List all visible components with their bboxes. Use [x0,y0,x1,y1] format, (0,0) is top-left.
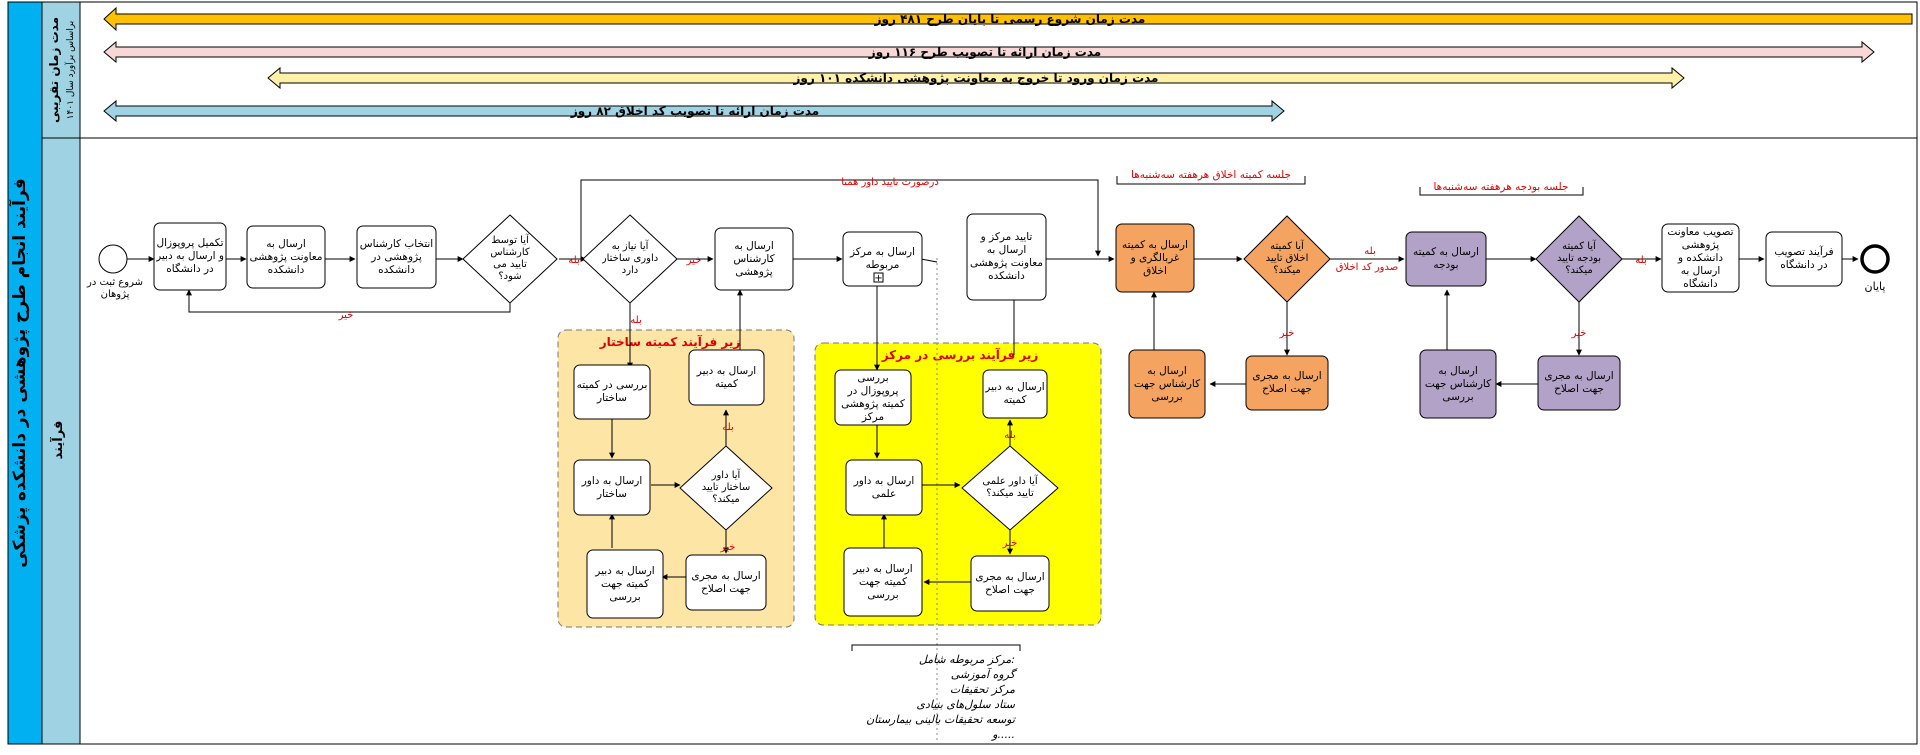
center-note-line: مرکز تحقیقات [949,683,1015,696]
center-note-line: مرکز مربوطه شامل: [918,653,1015,666]
structure-to-secretary-label: ارسال به دبیر کمیته [696,364,757,390]
flow-no-budget: خیر [1571,328,1587,339]
lane-time-subtitle: براساس برآورد سال ۱۴۰۱ [66,20,76,120]
task-center-approve [967,214,1046,300]
center-decision-label: آیا داور علمی تایید میکند؟ [982,475,1038,499]
center-to-reviewer [846,460,922,515]
task-select-expert [357,226,436,288]
task-ethics-correction [1246,356,1328,410]
task-to-expert [715,228,793,290]
center-to-secretary [983,370,1047,418]
task-ethics-committee-label: ارسال به کمیته غربالگری و اخلاق [1122,238,1188,277]
center-correction [971,556,1049,611]
task-budget-review [1420,350,1496,418]
end-label: پایان [1864,280,1886,293]
task-ethics-correction-label: ارسال به مجری جهت اصلاح [1252,370,1322,395]
center-note-line: ستاد سلول‌های بنیادی [916,698,1015,711]
decision-ethics-label: آیا کمیته اخلاق تایید میکند؟ [1265,240,1309,276]
task-deputy-approve-label: تصویب معاونت پژوهشی دانشکده و ارسال به دانشگاه [1667,226,1734,290]
center-note-line: توسعه تحقیقات بالینی بیمارستان [866,713,1015,726]
task-budget-correction [1538,356,1620,410]
task-to-deputy-label: ارسال به معاونت پژوهشی دانشکده [249,237,323,276]
structure-correction-label: ارسال به مجری جهت اصلاح [691,569,761,595]
start-label: شروع ثبت در پژوهان [87,277,143,300]
task-to-center-label: ارسال به مرکز مربوطه [849,246,916,271]
flow-no-structure: خیر [720,542,736,553]
peer-confirm-label: درصورت تایید داور همتا [841,177,939,188]
structure-secretary-check-label: ارسال به دبیر کمیته جهت بررسی [595,564,655,603]
center-to-reviewer-label: ارسال به داور علمی [853,474,915,500]
task-proposal-label: تکمیل پروپوزال و ارسال به دبیر در دانشگاه [156,237,224,275]
structure-to-secretary [689,350,764,405]
task-ethics-review [1129,350,1205,418]
flow-yes-1: بله [568,255,580,266]
ethics-meeting-label: جلسه کمیته اخلاق هرهفته سه‌شنبه‌ها [1130,169,1292,181]
lane-time-title: مدت زمان تقریبی [47,16,61,124]
structure-to-reviewer [574,460,650,515]
center-note-line: و..... [992,728,1015,741]
flow-yes-ethics: بله [1364,246,1376,257]
flow-no-1: خیر [338,310,354,321]
center-correction-label: ارسال به مجری جهت اصلاح [975,570,1045,596]
duration-bar-2-label: مدت زمان ارائه تا تصویب طرح ۱۱۶ روز [868,45,1102,59]
structure-decision-label: آیا داور ساختار تایید میکند؟ [701,469,751,505]
task-budget-review-label: ارسال به کارشناس جهت بررسی [1424,364,1492,403]
task-deputy-approve [1662,224,1739,292]
structure-to-reviewer-label: ارسال به داور ساختار [581,474,643,500]
center-note-line: گروه آموزشی [950,668,1015,681]
center-secretary-check [844,548,922,616]
task-proposal [154,223,226,290]
task-ethics-review-label: ارسال به کارشناس جهت بررسی [1133,364,1201,403]
task-center-approve-label: تایید مرکز و ارسال به معاونت پژوهشی دانشکده [970,231,1043,282]
task-select-expert-label: انتخاب کارشناس پژوهشی در دانشکده [359,237,434,276]
center-review-label: بررسی پروپوزال در کمیته پژوهشی مرکز [841,372,905,423]
task-university [1766,232,1842,286]
structure-secretary-check [587,550,663,618]
center-review [835,370,911,425]
flow-yes-structure: بله [722,422,734,433]
structure-review [574,365,650,419]
decision-expert-label: آیا توسط کارشناس تایید می شود؟ [490,234,530,282]
task-to-deputy [247,226,325,288]
task-budget-correction-label: ارسال به مجری جهت اصلاح [1544,370,1614,395]
task-university-label: فرآیند تصویب در دانشگاه [1774,246,1834,271]
task-to-expert-label: ارسال به کارشناس پژوهشی [733,239,775,278]
flow-no-ethics: خیر [1279,328,1295,339]
flow-no-2: خیر [686,255,702,266]
lane-process-title: فرآیند [51,420,66,460]
ethics-code-label: صدور کد اخلاق [1335,262,1399,273]
task-ethics-committee [1116,224,1194,292]
duration-bar-3-label: مدت زمان ورود تا خروج به معاونت پژوهشی دانشکده ۱۰۱ روز [793,71,1159,85]
structure-correction [686,555,766,610]
flow-yes-budget: بله [1635,255,1647,266]
end-event [1862,246,1888,272]
start-label-fo [85,277,145,307]
subprocess-structure-title: زیر فرآیند کمیته ساختار [599,335,741,349]
decision-structure-label: آیا نیاز به داوری ساختار دارد [601,240,659,276]
flow-no-center: خیر [1002,538,1018,549]
center-secretary-check-label: ارسال به دبیر کمیته جهت بررسی [853,562,913,601]
structure-review-label: بررسی در کمیته ساختار [576,379,648,404]
decision-budget-label: آیا کمیته بودجه تایید میکند؟ [1556,240,1601,276]
budget-meeting-label: جلسه بودجه هرهفته سه‌شنبه‌ها [1433,181,1569,193]
flow-yes-center: بله [1004,430,1016,441]
start-event [99,245,127,273]
subprocess-marker-plus: + [874,273,883,284]
duration-bar-4-label: مدت زمان ارائه تا تصویب کد اخلاق ۸۲ روز [570,104,820,118]
duration-bar-1-label: مدت زمان شروع رسمی تا پایان طرح ۴۸۱ روز [874,12,1146,26]
task-budget-committee-label: ارسال به کمیته بودجه [1413,246,1479,271]
center-to-secretary-label: ارسال به دبیر کمیته [985,381,1045,406]
pool-title: فرآیند انجام طرح پژوهشی در دانشکده پزشکی [10,178,30,568]
flow-yes-2: بله [630,315,642,326]
task-budget-committee [1406,232,1486,286]
subprocess-center-title: زیر فرآیند بررسی در مرکز [881,348,1039,362]
